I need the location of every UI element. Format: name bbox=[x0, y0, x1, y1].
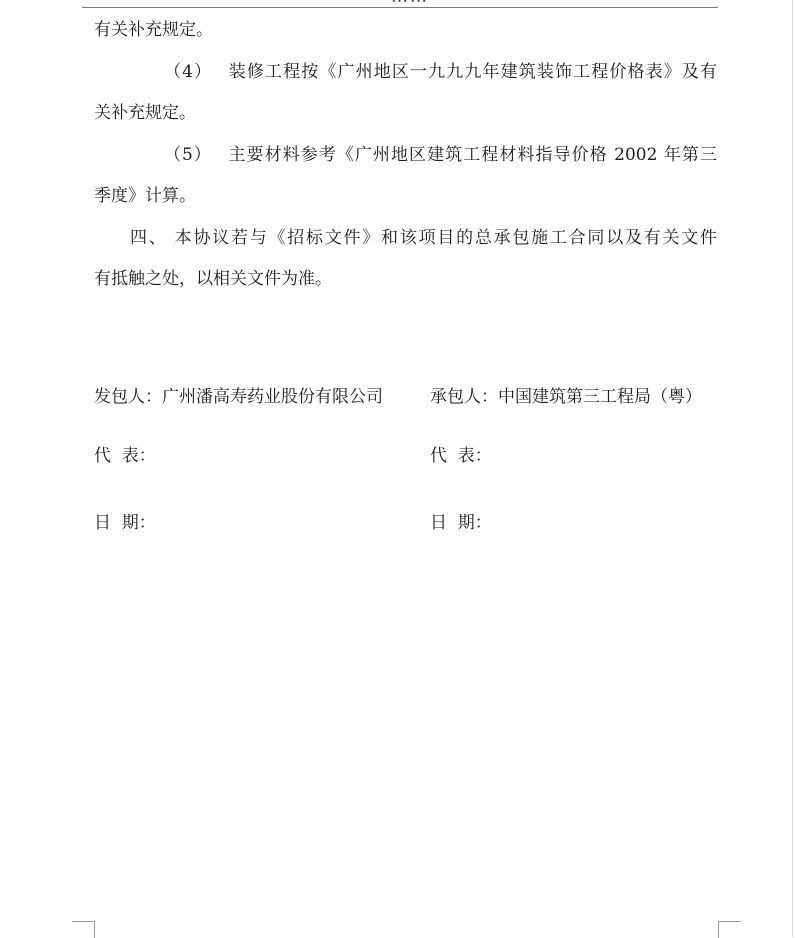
contractor-signature bbox=[430, 385, 702, 409]
item-4-continuation: 关补充规定。 bbox=[94, 103, 196, 123]
item-5-line bbox=[94, 143, 717, 167]
employer-label: 发包人： bbox=[94, 387, 162, 407]
section-4-line bbox=[94, 226, 717, 250]
page-corner-mark-right bbox=[718, 921, 741, 938]
section-4-text: 四、 本协议若与《招标文件》和该项目的总承包施工合同以及有关文件 bbox=[130, 228, 717, 248]
item-4-text: 装修工程按《广州地区一九九九年建筑装饰工程价格表》及有 bbox=[228, 62, 717, 82]
contractor-label: 承包人： bbox=[430, 387, 498, 407]
item-5-prefix: （5） bbox=[164, 145, 212, 165]
contractor-date-label: 日 期： bbox=[430, 513, 492, 533]
item-4-line bbox=[94, 60, 717, 84]
employer-representative-label: 代 表： bbox=[94, 446, 156, 466]
employer-signature bbox=[94, 385, 383, 409]
employer-name: 广州潘高寿药业股份有限公司 bbox=[162, 387, 383, 407]
section-4-continuation: 有抵触之处，以相关文件为准。 bbox=[94, 269, 332, 289]
item-5-continuation: 季度》计算。 bbox=[94, 186, 196, 206]
contractor-name: 中国建筑第三工程局（粤） bbox=[498, 387, 702, 407]
item-4-prefix: （4） bbox=[164, 62, 213, 82]
employer-date-label: 日 期： bbox=[94, 513, 156, 533]
header-rule bbox=[82, 7, 718, 8]
page-header-text bbox=[250, 0, 570, 7]
item-5-text: 主要材料参考《广州地区建筑工程材料指导价格 2002 年第三 bbox=[228, 145, 717, 165]
page-corner-mark-left bbox=[72, 921, 95, 938]
page-edge bbox=[792, 0, 793, 937]
contractor-representative-label: 代 表： bbox=[430, 446, 492, 466]
paragraph-line: 有关补充规定。 bbox=[94, 20, 213, 40]
